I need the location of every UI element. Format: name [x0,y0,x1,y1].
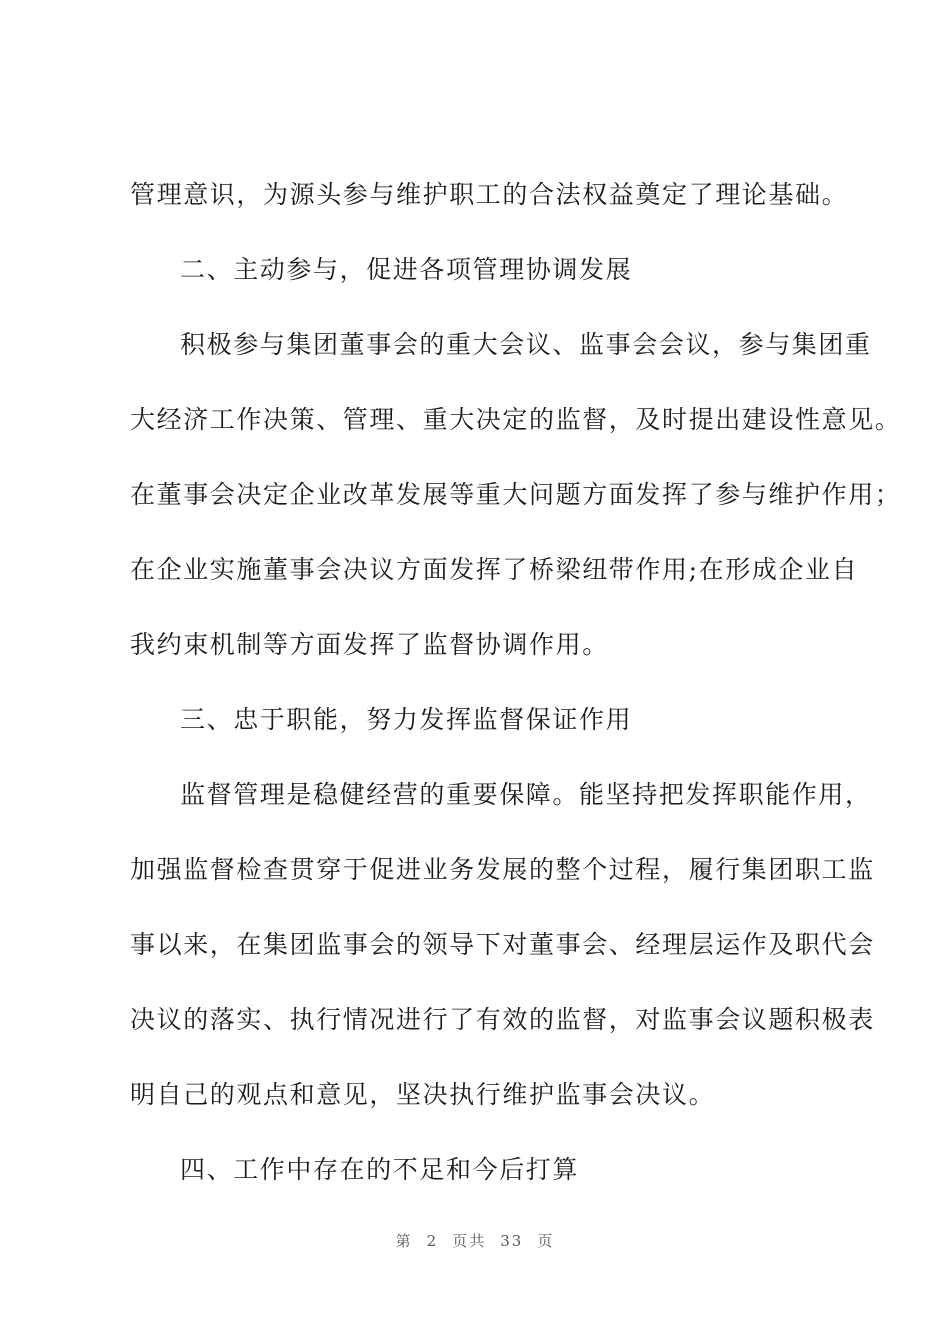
body-line: 加强监督检查贯穿于促进业务发展的整个过程，履行集团职工监 [130,855,875,884]
body-line: 大经济工作决策、管理、重大决定的监督，及时提出建设性意见。 [130,405,902,434]
section-heading: 二、主动参与，促进各项管理协调发展 [180,255,633,284]
page-footer [0,1230,950,1251]
section-heading: 三、忠于职能，努力发挥监督保证作用 [180,705,633,734]
footer-total-pages: 33 [500,1232,524,1250]
footer-middle: 页共 [452,1232,487,1250]
body-line: 我约束机制等方面发挥了监督协调作用。 [130,630,609,659]
body-line: 积极参与集团董事会的重大会议、监事会会议，参与集团重 [180,330,872,359]
body-line: 监督管理是稳健经营的重要保障。能坚持把发挥职能作用， [180,780,872,809]
footer-prefix: 第 [395,1232,413,1250]
body-line: 管理意识，为源头参与维护职工的合法权益奠定了理论基础。 [130,180,849,209]
footer-page-number: 2 [426,1232,439,1250]
body-line: 在董事会决定企业改革发展等重大问题方面发挥了参与维护作用； [130,480,902,509]
body-line: 在企业实施董事会决议方面发挥了桥梁纽带作用;在形成企业自 [130,555,859,584]
body-line: 明自己的观点和意见，坚决执行维护监事会决议。 [130,1080,716,1109]
footer-suffix: 页 [537,1232,555,1250]
body-line: 事以来，在集团监事会的领导下对董事会、经理层运作及职代会 [130,930,875,959]
body-line: 决议的落实、执行情况进行了有效的监督，对监事会议题积极表 [130,1005,875,1034]
section-heading: 四、工作中存在的不足和今后打算 [180,1155,580,1184]
